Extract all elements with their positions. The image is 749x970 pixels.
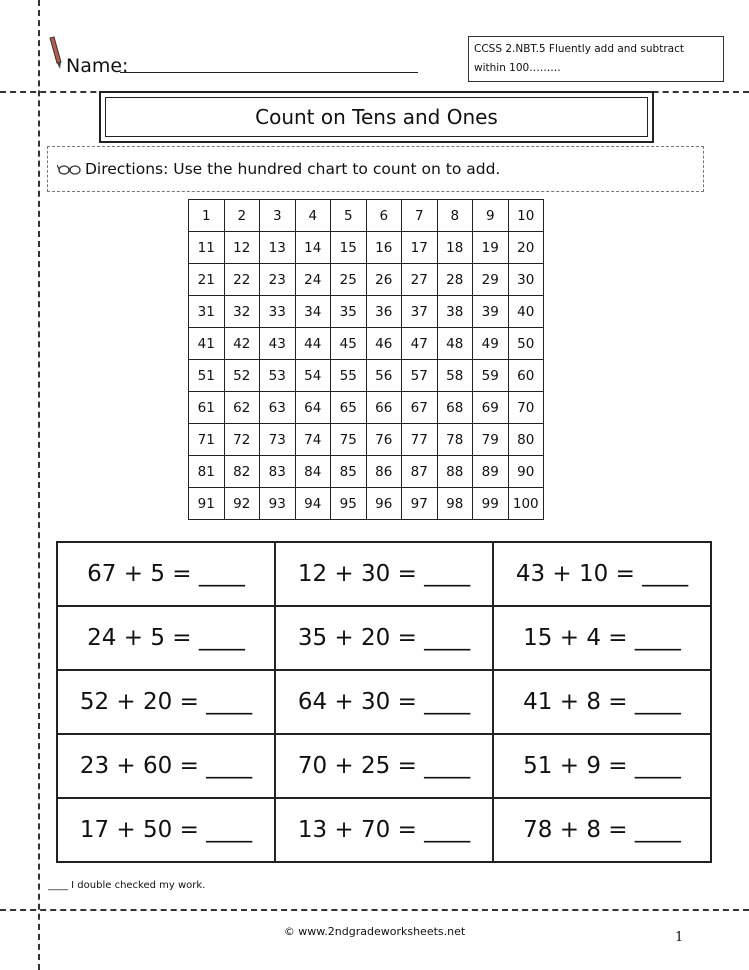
hundred-chart-cell: 77 [402,424,438,456]
hundred-chart-cell: 57 [402,360,438,392]
hundred-chart-cell: 69 [473,392,509,424]
table-row [189,488,544,520]
hundred-chart-cell: 47 [402,328,438,360]
hundred-chart-cell: 84 [295,456,331,488]
hundred-chart-cell: 10 [508,200,544,232]
hundred-chart-cell: 29 [473,264,509,296]
table-row [189,264,544,296]
table-row [189,360,544,392]
worksheet-title: Count on Tens and Ones [105,97,648,137]
standard-line-1: CCSS 2.NBT.5 Fluently add and subtract [474,43,684,55]
hundred-chart-cell: 41 [189,328,225,360]
hundred-chart-cell: 58 [437,360,473,392]
directions-box [47,146,704,192]
problem-cell: 12 + 30 = ____ [275,542,493,606]
table-row [57,670,711,734]
problem-cell: 51 + 9 = ____ [493,734,711,798]
standard-box [468,36,724,82]
hundred-chart-cell: 100 [508,488,544,520]
hundred-chart-cell: 48 [437,328,473,360]
problem-cell: 52 + 20 = ____ [57,670,275,734]
hundred-chart-cell: 52 [224,360,260,392]
hundred-chart-cell: 97 [402,488,438,520]
problems-grid [56,541,712,863]
hundred-chart-cell: 21 [189,264,225,296]
hundred-chart-cell: 24 [295,264,331,296]
hundred-chart-cell: 67 [402,392,438,424]
hundred-chart-cell: 53 [260,360,296,392]
hundred-chart-cell: 66 [366,392,402,424]
pencil-icon [46,36,64,70]
hundred-chart-cell: 49 [473,328,509,360]
problem-cell: 15 + 4 = ____ [493,606,711,670]
table-row [189,232,544,264]
hundred-chart-cell: 6 [366,200,402,232]
hundred-chart [188,199,544,520]
binder-margin-line [38,0,40,970]
hundred-chart-cell: 40 [508,296,544,328]
hundred-chart-cell: 75 [331,424,367,456]
hundred-chart-cell: 90 [508,456,544,488]
footer-credit: © www.2ndgradeworksheets.net [283,925,466,938]
table-row [189,392,544,424]
hundred-chart-cell: 63 [260,392,296,424]
hundred-chart-cell: 59 [473,360,509,392]
hundred-chart-cell: 27 [402,264,438,296]
hundred-chart-cell: 43 [260,328,296,360]
problem-cell: 70 + 25 = ____ [275,734,493,798]
hundred-chart-cell: 44 [295,328,331,360]
hundred-chart-cell: 22 [224,264,260,296]
hundred-chart-cell: 93 [260,488,296,520]
problem-cell: 64 + 30 = ____ [275,670,493,734]
hundred-chart-cell: 33 [260,296,296,328]
hundred-chart-cell: 74 [295,424,331,456]
problem-cell: 13 + 70 = ____ [275,798,493,862]
hundred-chart-cell: 76 [366,424,402,456]
hundred-chart-cell: 87 [402,456,438,488]
table-row [189,328,544,360]
hundred-chart-cell: 20 [508,232,544,264]
hundred-chart-cell: 2 [224,200,260,232]
hundred-chart-cell: 11 [189,232,225,264]
hundred-chart-cell: 62 [224,392,260,424]
table-row [57,606,711,670]
hundred-chart-cell: 28 [437,264,473,296]
problem-cell: 23 + 60 = ____ [57,734,275,798]
hundred-chart-cell: 32 [224,296,260,328]
hundred-chart-cell: 55 [331,360,367,392]
hundred-chart-cell: 23 [260,264,296,296]
name-input-line[interactable] [120,72,418,73]
problem-cell: 17 + 50 = ____ [57,798,275,862]
glasses-icon [57,162,81,176]
hundred-chart-cell: 51 [189,360,225,392]
hundred-chart-cell: 85 [331,456,367,488]
hundred-chart-cell: 92 [224,488,260,520]
table-row [57,798,711,862]
hundred-chart-cell: 73 [260,424,296,456]
standard-line-2: within 100……… [474,62,561,74]
hundred-chart-cell: 35 [331,296,367,328]
hundred-chart-cell: 5 [331,200,367,232]
hundred-chart-cell: 60 [508,360,544,392]
bottom-cut-line [0,909,749,911]
hundred-chart-cell: 18 [437,232,473,264]
table-row [189,200,544,232]
hundred-chart-cell: 14 [295,232,331,264]
hundred-chart-cell: 61 [189,392,225,424]
hundred-chart-cell: 80 [508,424,544,456]
hundred-chart-cell: 15 [331,232,367,264]
hundred-chart-cell: 46 [366,328,402,360]
hundred-chart-cell: 83 [260,456,296,488]
hundred-chart-cell: 81 [189,456,225,488]
hundred-chart-cell: 13 [260,232,296,264]
page-number: 1 [675,930,684,945]
hundred-chart-cell: 17 [402,232,438,264]
table-row [189,296,544,328]
problem-cell: 43 + 10 = ____ [493,542,711,606]
problem-cell: 78 + 8 = ____ [493,798,711,862]
hundred-chart-cell: 36 [366,296,402,328]
hundred-chart-cell: 94 [295,488,331,520]
hundred-chart-cell: 54 [295,360,331,392]
hundred-chart-cell: 70 [508,392,544,424]
hundred-chart-cell: 31 [189,296,225,328]
check-statement: ____ I double checked my work. [48,880,206,891]
table-row [57,542,711,606]
hundred-chart-cell: 89 [473,456,509,488]
hundred-chart-cell: 1 [189,200,225,232]
name-label: Name: [66,55,129,77]
table-row [189,424,544,456]
hundred-chart-cell: 4 [295,200,331,232]
hundred-chart-cell: 30 [508,264,544,296]
hundred-chart-cell: 37 [402,296,438,328]
hundred-chart-cell: 9 [473,200,509,232]
hundred-chart-cell: 71 [189,424,225,456]
directions-text: Directions: Use the hundred chart to count on to add. [85,160,501,178]
hundred-chart-cell: 25 [331,264,367,296]
hundred-chart-cell: 86 [366,456,402,488]
hundred-chart-cell: 50 [508,328,544,360]
hundred-chart-cell: 82 [224,456,260,488]
hundred-chart-cell: 98 [437,488,473,520]
problem-cell: 35 + 20 = ____ [275,606,493,670]
hundred-chart-cell: 19 [473,232,509,264]
hundred-chart-cell: 99 [473,488,509,520]
hundred-chart-cell: 34 [295,296,331,328]
hundred-chart-cell: 42 [224,328,260,360]
problem-cell: 24 + 5 = ____ [57,606,275,670]
hundred-chart-cell: 68 [437,392,473,424]
hundred-chart-cell: 8 [437,200,473,232]
table-row [57,734,711,798]
problem-cell: 41 + 8 = ____ [493,670,711,734]
hundred-chart-cell: 65 [331,392,367,424]
hundred-chart-cell: 38 [437,296,473,328]
hundred-chart-cell: 64 [295,392,331,424]
problem-cell: 67 + 5 = ____ [57,542,275,606]
hundred-chart-cell: 45 [331,328,367,360]
hundred-chart-cell: 3 [260,200,296,232]
hundred-chart-cell: 95 [331,488,367,520]
hundred-chart-cell: 91 [189,488,225,520]
hundred-chart-cell: 72 [224,424,260,456]
hundred-chart-cell: 12 [224,232,260,264]
title-box [99,91,654,143]
hundred-chart-cell: 88 [437,456,473,488]
hundred-chart-cell: 96 [366,488,402,520]
hundred-chart-cell: 7 [402,200,438,232]
hundred-chart-cell: 39 [473,296,509,328]
hundred-chart-cell: 16 [366,232,402,264]
hundred-chart-cell: 78 [437,424,473,456]
hundred-chart-cell: 56 [366,360,402,392]
table-row [189,456,544,488]
hundred-chart-cell: 26 [366,264,402,296]
hundred-chart-cell: 79 [473,424,509,456]
